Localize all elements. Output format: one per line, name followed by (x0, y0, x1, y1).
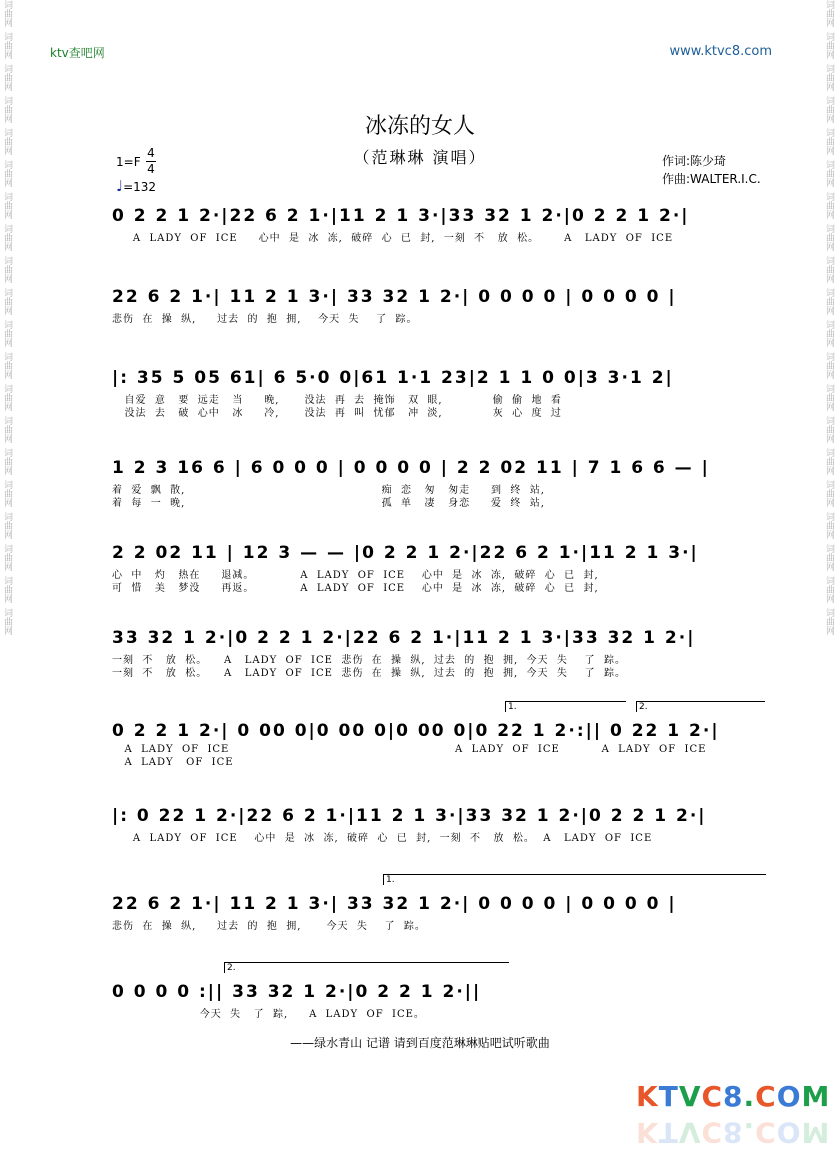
time-signature (146, 146, 156, 177)
note-row: 22 6 2 1·| 11 2 1 3·| 33 32 1 2·| 0 0 0 0 | 0 0 0 0 | (112, 287, 677, 307)
watermark-text: 词曲网 (2, 544, 12, 571)
lyric-row-2: 可 惜 美 梦没 再返。 A LADY OF ICE 心中 是 冰 冻, 破碎 心 已 封, (112, 583, 599, 594)
note-row: 1 2 3 16 6 | 6 0 0 0 | 0 0 0 0 | 2 2 02 11 | 7 1 6 6 — | (112, 458, 710, 478)
watermark-text: 词曲网 (2, 192, 12, 219)
watermark-text: 词曲网 (824, 320, 834, 347)
watermark-text: 词曲网 (2, 608, 12, 635)
key-signature: 1=F (116, 155, 141, 169)
watermark-text: 词曲网 (2, 480, 12, 507)
side-watermark-left (2, 0, 16, 1169)
note-row: |: 35 5 05 61| 6 5·0 0|61 1·1 23|2 1 1 0 0|3 3·1 2| (112, 368, 674, 388)
watermark-text: 词曲网 (824, 608, 834, 635)
watermark-text: 词曲网 (2, 128, 12, 155)
watermark-text: 词曲网 (824, 64, 834, 91)
watermark-text: 词曲网 (824, 416, 834, 443)
watermark-text: 词曲网 (824, 96, 834, 123)
lyric-row-2: 没法 去 破 心中 冰 冷, 没法 再 叫 忧郁 冲 淡, 灰 心 度 过 (112, 408, 562, 419)
note-row: 0 0 0 0 :|| 33 32 1 2·|0 2 2 1 2·|| (112, 982, 482, 1002)
logo-letter: T (658, 1116, 679, 1149)
transcriber-footer: ——绿水青山 记谱 请到百度范琳琳贴吧试听歌曲 (290, 1036, 550, 1050)
watermark-text: 词曲网 (824, 576, 834, 603)
logo-letter: . (743, 1080, 756, 1113)
watermark-text: 词曲网 (824, 544, 834, 571)
watermark-text: 词曲网 (824, 448, 834, 475)
volta-bracket: 1. (505, 701, 626, 712)
logo-letter: O (776, 1116, 802, 1149)
lyric-row: 今天 失 了 踪, A LADY OF ICE。 (112, 1009, 425, 1020)
lyric-row: 一刻 不 放 松。 A LADY OF ICE 悲伤 在 操 纵, 过去 的 抱 拥, 今天 失 了 踪。 (112, 655, 626, 666)
watermark-text: 词曲网 (824, 288, 834, 315)
watermark-text: 词曲网 (824, 192, 834, 219)
meter-top: 4 (147, 146, 155, 160)
side-watermark-right (824, 0, 838, 1169)
ktvc8-logo (636, 1080, 830, 1113)
lyric-row: 悲伤 在 操 纵, 过去 的 抱 拥, 今天 失 了 踪。 (112, 314, 418, 325)
watermark-text: 词曲网 (2, 160, 12, 187)
watermark-text: 词曲网 (824, 512, 834, 539)
lyric-row-2: A LADY OF ICE (112, 757, 234, 768)
note-row: |: 0 22 1 2·|22 6 2 1·|11 2 1 3·|33 32 1 2·|0 2 2 1 2·| (112, 806, 707, 826)
site-url-right[interactable]: www.ktvc8.com (669, 44, 772, 59)
note-row: 0 2 2 1 2·|22 6 2 1·|11 2 1 3·|33 32 1 2·|0 2 2 1 2·| (112, 206, 690, 226)
note-row: 2 2 02 11 | 12 3 — — |0 2 2 1 2·|22 6 2 1·|11 2 1 3·| (112, 543, 699, 563)
watermark-text: 词曲网 (2, 96, 12, 123)
note-row: 33 32 1 2·|0 2 2 1 2·|22 6 2 1·|11 2 1 3·|33 32 1 2·| (112, 628, 696, 648)
logo-letter: M (801, 1116, 831, 1149)
logo-letter: C (701, 1116, 724, 1149)
composer: 作曲:WALTER.I.C. (662, 172, 761, 186)
logo-letter: K (636, 1080, 659, 1113)
tempo-value: =132 (123, 180, 157, 194)
lyric-row: 心 中 灼 热在 退减。 A LADY OF ICE 心中 是 冰 冻, 破碎 心 已 封, (112, 570, 599, 581)
logo-letter: V (678, 1116, 702, 1149)
lyric-row: A LADY OF ICE 心中 是 冰 冻, 破碎 心 已 封, 一刻 不 放 松。 A LADY OF ICE (112, 833, 653, 844)
lyric-row-2: 一刻 不 放 松。 A LADY OF ICE 悲伤 在 操 纵, 过去 的 抱 拥, 今天 失 了 踪。 (112, 668, 626, 679)
volta-bracket: 2. (224, 962, 509, 973)
ktvc8-logo-reflection (636, 1116, 830, 1149)
watermark-text: 词曲网 (2, 384, 12, 411)
credits (662, 152, 761, 188)
logo-letter: K (636, 1116, 659, 1149)
site-name-left[interactable]: ktv查吧网 (50, 46, 105, 60)
watermark-text: 词曲网 (2, 512, 12, 539)
volta-bracket: 2. (636, 701, 765, 712)
logo-letter: C (701, 1080, 724, 1113)
watermark-text: 词曲网 (2, 0, 12, 27)
quarter-note-icon: ♩ (116, 177, 124, 195)
watermark-text: 词曲网 (824, 160, 834, 187)
logo-letter: 8 (723, 1080, 744, 1113)
logo-letter: . (743, 1116, 756, 1149)
watermark-text: 词曲网 (824, 384, 834, 411)
singer-line: （范琳琳 演唱） (353, 148, 487, 167)
watermark-text: 词曲网 (2, 256, 12, 283)
logo-letter: V (678, 1080, 702, 1113)
song-title: 冰冻的女人 (364, 114, 475, 139)
logo-letter: 8 (723, 1116, 744, 1149)
watermark-text: 词曲网 (824, 480, 834, 507)
watermark-text: 词曲网 (2, 64, 12, 91)
note-row: 22 6 2 1·| 11 2 1 3·| 33 32 1 2·| 0 0 0 0 | 0 0 0 0 | (112, 894, 677, 914)
watermark-text: 词曲网 (2, 416, 12, 443)
watermark-text: 词曲网 (2, 576, 12, 603)
watermark-text: 词曲网 (824, 32, 834, 59)
watermark-text: 词曲网 (2, 320, 12, 347)
logo-letter: C (755, 1116, 777, 1149)
meter-bottom: 4 (147, 162, 155, 176)
watermark-text: 词曲网 (824, 0, 834, 27)
volta-bracket: 1. (383, 874, 766, 885)
lyric-row: A LADY OF ICE 心中 是 冰 冻, 破碎 心 已 封, 一刻 不 放 松。 A LADY OF ICE (112, 233, 674, 244)
watermark-text: 词曲网 (2, 448, 12, 475)
note-row: 0 2 2 1 2·| 0 00 0|0 00 0|0 00 0|0 22 1 2·:|| 0 22 1 2·| (112, 721, 720, 741)
lyricist: 作词:陈少琦 (662, 154, 727, 168)
watermark-text: 词曲网 (824, 128, 834, 155)
watermark-text: 词曲网 (824, 256, 834, 283)
watermark-text: 词曲网 (824, 224, 834, 251)
watermark-text: 词曲网 (2, 32, 12, 59)
logo-letter: T (658, 1080, 679, 1113)
watermark-text: 词曲网 (2, 288, 12, 315)
lyric-row: A LADY OF ICE A LADY OF ICE A LADY OF ICE (112, 744, 707, 755)
logo-letter: O (776, 1080, 802, 1113)
watermark-text: 词曲网 (824, 352, 834, 379)
logo-letter: M (801, 1080, 831, 1113)
tempo-marking (116, 177, 156, 195)
lyric-row-2: 着 每 一 晚, 孤 单 凄 身恋 爱 终 站, (112, 498, 545, 509)
watermark-text: 词曲网 (2, 352, 12, 379)
lyric-row: 着 爱 飘 散, 痴 恋 匆 匆走 到 终 站, (112, 485, 545, 496)
logo-letter: C (755, 1080, 777, 1113)
lyric-row: 悲伤 在 操 纵, 过去 的 抱 拥, 今天 失 了 踪。 (112, 921, 426, 932)
lyric-row: 自爱 意 要 远走 当 晚, 没法 再 去 掩饰 双 眼, 偷 偷 地 看 (112, 395, 562, 406)
watermark-text: 词曲网 (2, 224, 12, 251)
